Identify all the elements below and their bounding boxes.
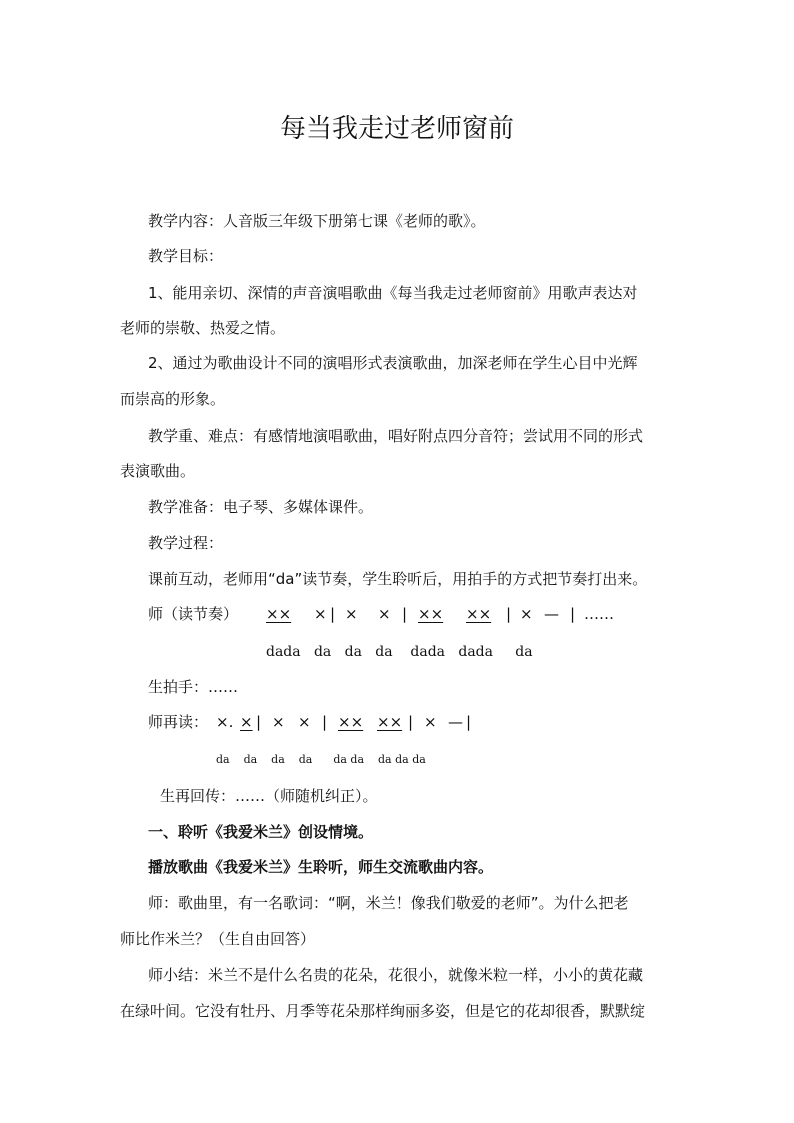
warmup-line: 课前互动，老师用“da”读节奏，学生聆听后，用拍手的方式把节奏打出来。 xyxy=(148,570,648,588)
goal-1-line-1: 1、能用亲切、深情的声音演唱歌曲《每当我走过老师窗前》用歌声表达对 xyxy=(148,284,638,302)
keypoints-label: 教学重、难点： xyxy=(148,427,254,445)
summary-line-2: 在绿叶间。它没有牡丹、月季等花朵那样绚丽多姿，但是它的花却很香，默默绽 xyxy=(120,1002,646,1020)
rhythm-note: ×× xyxy=(466,605,492,623)
rhythm-note: × xyxy=(424,713,437,731)
teacher-reread-label: 师再读： xyxy=(148,713,209,731)
rhythm-note: × xyxy=(520,605,533,623)
process-label: 教学过程： xyxy=(148,534,224,552)
teacher-read-syllables: dada da da da dada dada da xyxy=(266,644,533,660)
page-title: 每当我走过老师窗前 xyxy=(279,114,514,144)
rhythm-note: × xyxy=(378,605,391,623)
rhythm-note-dotted: ×. xyxy=(216,713,234,731)
rhythm-note: × xyxy=(240,713,253,731)
rhythm-dash: — xyxy=(448,713,463,731)
rhythm-dash: — xyxy=(544,605,559,623)
content-text: 人音版三年级下册第七课《老师的歌》。 xyxy=(223,212,486,230)
rhythm-note: × xyxy=(298,713,311,731)
bar-line: | xyxy=(322,713,328,731)
play-song-line: 播放歌曲《我爱米兰》生聆听，师生交流歌曲内容。 xyxy=(148,858,494,876)
bar-line: | xyxy=(506,605,512,623)
keypoints-text-1: 有感情地演唱歌曲，唱好附点四分音符；尝试用不同的形式 xyxy=(253,427,644,445)
rhythm-note: ×× xyxy=(266,605,292,623)
keypoints-line-2: 表演歌曲。 xyxy=(120,462,196,480)
summary-line-1: 师小结：米兰不是什么名贵的花朵，花很小，就像米粒一样，小小的黄花藏 xyxy=(148,966,644,984)
section-1-heading: 一、聆听《我爱米兰》创设情境。 xyxy=(148,823,374,841)
teacher-reread-syllables: da da da da da da da da da xyxy=(216,753,426,766)
teacher-read-label: 师（读节奏） xyxy=(148,605,239,623)
keypoints-line-1 xyxy=(148,426,643,446)
content-line xyxy=(148,211,486,231)
rhythm-note: ×× xyxy=(418,605,444,623)
rhythm-note: ×× xyxy=(377,713,403,731)
content-label: 教学内容： xyxy=(148,212,224,230)
prep-text: 电子琴、多媒体课件。 xyxy=(223,498,374,516)
goal-1-line-2: 老师的崇敬、热爱之情。 xyxy=(120,319,286,337)
rhythm-note: × xyxy=(345,605,358,623)
bar-line: | xyxy=(466,713,472,731)
bar-line: | xyxy=(330,605,336,623)
rhythm-note: ×× xyxy=(338,713,364,731)
bar-line: | xyxy=(256,713,262,731)
student-clap-line: 生拍手：…… xyxy=(148,678,239,696)
goal-2-line-2: 而崇高的形象。 xyxy=(120,390,226,408)
goal-2-line-1: 2、通过为歌曲设计不同的演唱形式表演歌曲，加深老师在学生心目中光辉 xyxy=(148,354,638,372)
prep-label: 教学准备： xyxy=(148,498,224,516)
bar-line: | xyxy=(402,605,408,623)
prep-line xyxy=(148,497,373,517)
bar-line: | xyxy=(570,605,576,623)
student-return-line: 生再回传：……（师随机纠正）。 xyxy=(160,787,378,805)
rhythm-note: × xyxy=(314,605,327,623)
rhythm-ellipsis: …… xyxy=(584,605,614,623)
teacher-question-line-1: 师：歌曲里，有一名歌词：“啊，米兰！像我们敬爱的老师”。为什么把老 xyxy=(148,894,629,912)
bar-line: | xyxy=(408,713,414,731)
goals-label: 教学目标： xyxy=(148,247,224,265)
teacher-question-line-2: 师比作米兰？（生自由回答） xyxy=(120,930,316,948)
rhythm-note: × xyxy=(272,713,285,731)
